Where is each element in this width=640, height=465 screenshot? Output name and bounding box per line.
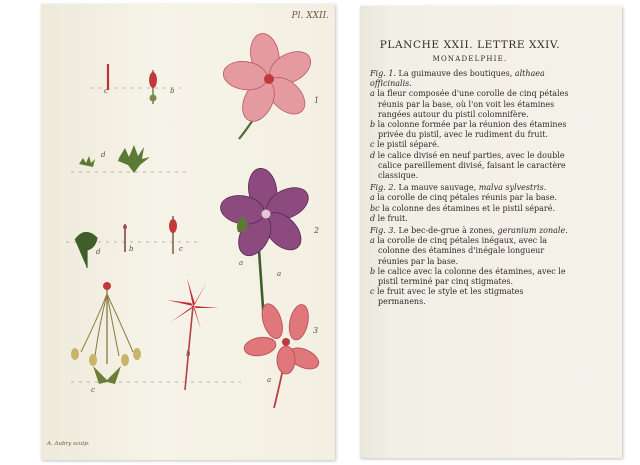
- item-text: le fruit avec le style et les stigmates permanens.: [377, 287, 524, 307]
- item-key: a: [370, 193, 375, 203]
- text-page: [360, 6, 622, 458]
- figure-letter: c: [104, 87, 108, 95]
- calyx-sketch-small: [79, 156, 95, 167]
- figure-letter: d: [96, 248, 101, 256]
- geranium-fruit-sketch: [71, 282, 141, 384]
- item-text: la colonne formée par la réunion des étamines privée du pistil, avec le rudiment du fruit.: [377, 120, 567, 140]
- figure-item: [370, 89, 570, 120]
- figure-number: 1: [314, 96, 320, 105]
- figure-entry: [370, 183, 570, 224]
- figure-letter: b: [186, 350, 191, 358]
- item-key: a: [370, 89, 375, 99]
- item-text: le calice avec la colonne des étamines, avec le pistil terminé par cinq stigmates.: [377, 266, 566, 287]
- figure-latin-name: malva sylvestris.: [478, 183, 547, 193]
- text-column: [370, 39, 570, 308]
- item-key: b: [370, 120, 376, 130]
- item-text: le calice divisé en neuf parties, avec le double calice pareillement divisé, faisant le caractère classique.: [377, 150, 566, 181]
- figure-name: La mauve sauvage,: [398, 183, 477, 193]
- engraver-signature: A. Aubry sculp.: [47, 441, 90, 447]
- figure-item: [370, 267, 570, 287]
- calyx-sketch: [118, 145, 150, 173]
- malva-fruit-sketch: [75, 232, 97, 268]
- figure-item: [370, 214, 570, 224]
- stamen-column-sketch: [149, 70, 157, 104]
- item-text: la corolle de cinq pétales réunis par la base.: [377, 193, 558, 203]
- figure-letter: b: [170, 87, 175, 95]
- page-title: PLANCHE XXII. LETTRE XXIV.: [379, 39, 561, 51]
- item-key: bc: [370, 203, 380, 213]
- figure-label: Fig. 3.: [370, 226, 396, 236]
- figure-letter: d: [101, 151, 106, 159]
- figure-item: [370, 193, 570, 203]
- figure-entry: [370, 69, 570, 181]
- figure-name: La guimauve des boutiques,: [398, 69, 513, 78]
- figure-title: [370, 183, 570, 193]
- item-key: c: [370, 287, 375, 297]
- plate-number: Pl. XXII.: [291, 11, 329, 21]
- item-text: le fruit.: [377, 213, 408, 223]
- item-text: la corolle de cinq pétales inégaux, avec la colonne des étamines d'inégale longueur réunies par la base.: [377, 236, 548, 266]
- figure-letter: a: [277, 270, 282, 278]
- figure-item: [370, 236, 570, 267]
- figure-number: 2: [314, 226, 320, 235]
- figure-label: Fig. 2.: [370, 183, 396, 193]
- item-key: c: [370, 140, 375, 150]
- figure-item: [370, 151, 570, 182]
- item-key: d: [370, 213, 376, 223]
- figure-letter: a: [267, 376, 272, 384]
- malva-pistil-sketch: [169, 216, 177, 254]
- figure-title: [370, 69, 570, 89]
- item-text: la fleur composée d'une corolle de cinq pétales réunis par la base, où l'on voit les étamines rangées autour du pistil colomnifère.: [377, 89, 569, 119]
- figure-latin-name: althaea officinalis.: [370, 69, 545, 89]
- item-key: b: [370, 266, 376, 276]
- figure-number: 3: [313, 326, 319, 335]
- geranium-calyx-flower: [167, 278, 219, 390]
- figure-name: Le bec-de-grue à zones,: [398, 226, 495, 236]
- figure-entry: [370, 226, 570, 308]
- figure-label: Fig. 1.: [370, 69, 396, 78]
- malva-flower: [218, 166, 313, 322]
- figure-item: [370, 204, 570, 214]
- botanical-plate-page: [41, 4, 335, 460]
- plate-illustration: [41, 4, 335, 460]
- figure-item: [370, 120, 570, 140]
- figure-letter: c: [91, 386, 95, 394]
- figure-latin-name: geranium zonale.: [497, 226, 568, 236]
- malva-column-sketch: [123, 224, 127, 252]
- class-title: MONADELPHIE.: [432, 55, 508, 63]
- figure-letter: c: [179, 245, 183, 253]
- figure-title: [370, 226, 570, 236]
- item-key: a: [370, 236, 375, 246]
- figure-letter: a: [239, 259, 244, 267]
- althaea-flower: [221, 31, 316, 139]
- item-text: la colonne des étamines et le pistil séparé.: [382, 203, 556, 213]
- item-text: le pistil séparé.: [377, 140, 440, 150]
- figure-item: [370, 287, 570, 307]
- item-key: d: [370, 150, 376, 160]
- figure-item: [370, 140, 570, 150]
- geranium-flower: [243, 301, 322, 408]
- figure-letter: b: [129, 245, 134, 253]
